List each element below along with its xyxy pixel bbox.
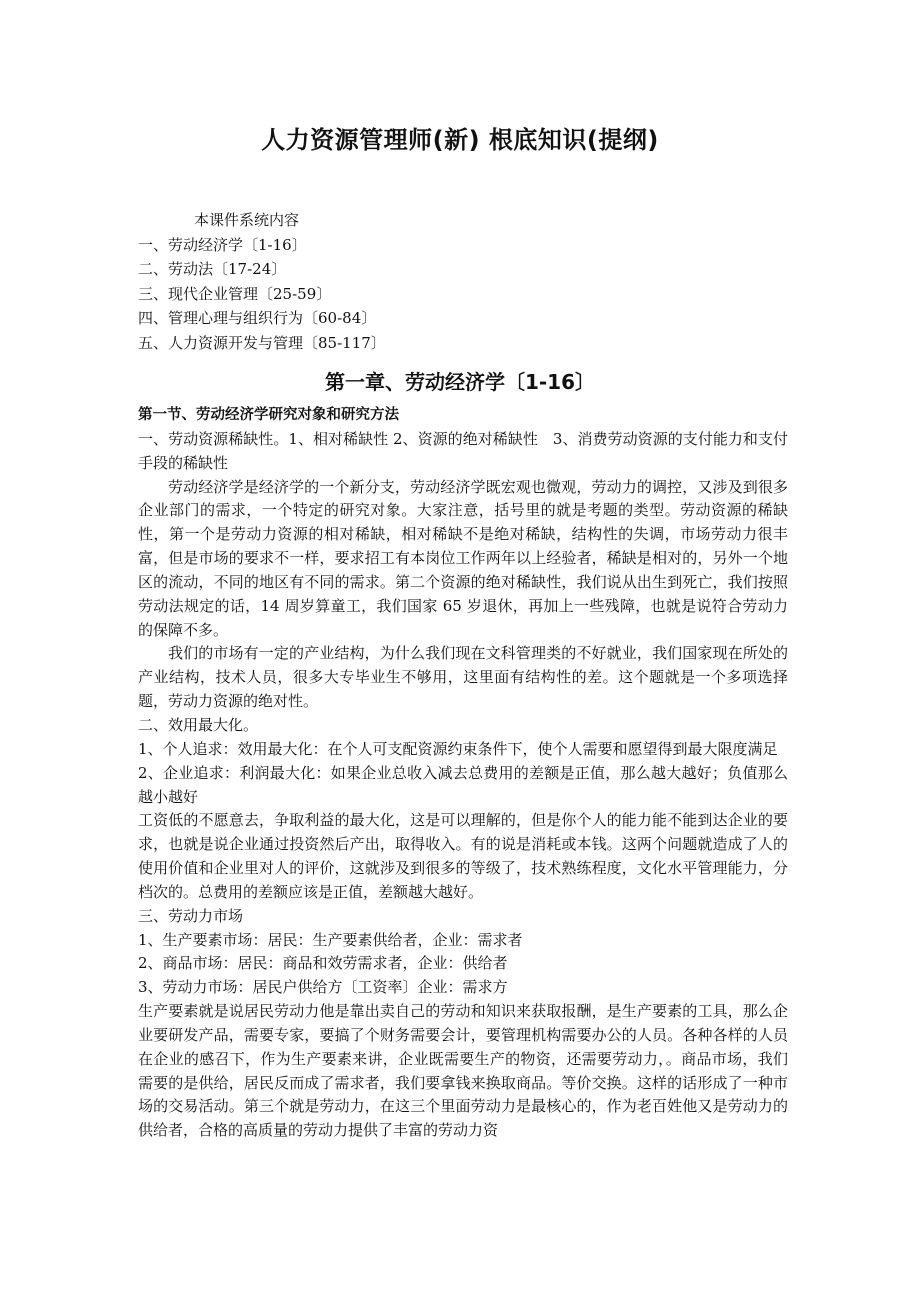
- list-item-commodity-market: 2、商品市场：居民：商品和效劳需求者，企业：供给者: [138, 954, 508, 973]
- contents-item-labor-law: 二、劳动法〔17-24〕: [138, 260, 287, 279]
- paragraph-individual-pursuit: 1、个人追求：效用最大化：在个人可支配资源约束条件下，使个人需要和愿望得到最大限度满足: [138, 739, 778, 758]
- chapter-title: 第一章、劳动经济学〔1-16〕: [324, 370, 596, 394]
- heading-utility-maximization: 二、效用最大化。: [138, 715, 259, 734]
- paragraph-wage-explanation: 工资低的不愿意去，争取利益的最大化，这是可以理解的，但是你个人的能力能不能到达企业的要求，也就是说企业通过投资然后产出，取得收入。有的说是消耗或本钱。这两个问题就造成了人的使用价值和企业里对人的评价，这就涉及到很多的等级了，技术熟练程度，文化水平管理能力，分档次的。总费用的差额应该是正值，差额越大越好。: [138, 811, 788, 901]
- list-item-labor-market: 3、劳动力市场：居民户供给方〔工资率〕企业：需求方: [138, 978, 508, 997]
- paragraph-industry-structure: 我们的市场有一定的产业结构，为什么我们现在文科管理类的不好就业，我们国家现在所处的产业结构，技术人员，很多大专毕业生不够用，这里面有结构性的差。这个题就是一个多项选择题，劳动力资源的绝对性。: [138, 644, 788, 711]
- paragraph-explanation-scarcity: 劳动经济学是经济学的一个新分支，劳动经济学既宏观也微观，劳动力的调控，又涉及到很多企业部门的需求，一个特定的研究对象。大家注意，括号里的就是考题的类型。劳动资源的稀缺性，第一个是劳动力资源的相对稀缺，相对稀缺不是绝对稀缺，结构性的失调，市场劳动力很丰富，但是市场的要求不一样，要求招工有本岗位工作两年以上经验者，稀缺是相对的，另外一个地区的流动，不同的地区有不同的需求。第二个资源的绝对稀缺性，我们说从出生到死亡，我们按照劳动法规定的话，14 周岁算童工，我们国家 65 岁退休，再加上一些残障，也就是说符合劳动力的保障不多。: [138, 477, 788, 639]
- contents-item-modern-enterprise-management: 三、现代企业管理〔25-59〕: [138, 284, 332, 303]
- contents-intro: 本课件系统内容: [194, 211, 300, 229]
- contents-item-hr-development: 五、人力资源开发与管理〔85-117〕: [138, 333, 386, 352]
- section-title: 第一节、劳动经济学研究对象和研究方法: [138, 407, 399, 423]
- heading-labor-market: 三、劳动力市场: [138, 906, 244, 925]
- chapter-body: [138, 404, 788, 1143]
- contents-item-management-psychology: 四、管理心理与组织行为〔60-84〕: [138, 309, 377, 328]
- document-title: 人力资源管理师(新) 根底知识(提纲): [261, 126, 659, 154]
- contents-item-labor-economics: 一、劳动经济学〔1-16〕: [138, 235, 307, 254]
- paragraph-market-explanation: 生产要素就是说居民劳动力他是靠出卖自己的劳动和知识来获取报酬，是生产要素的工具，那么企业要研发产品，需要专家，要搞了个财务需要会计，要管理机构需要办公的人员。各种各样的人员在企业的感召下，作为生产要素来讲，企业既需要生产的物资，还需要劳动力，。商品市场，我们需要的是供给，居民反而成了需求者，我们要拿钱来换取商品。等价交换。这样的话形成了一种市场的交易活动。第三个就是劳动力，在这三个里面劳动力是最核心的，作为老百姓他又是劳动力的供给者，合格的高质量的劳动力提供了丰富的劳动力资: [138, 1002, 788, 1140]
- course-contents: [138, 208, 788, 356]
- list-item-factor-market: 1、生产要素市场：居民：生产要素供给者，企业：需求者: [138, 930, 523, 949]
- paragraph-resource-scarcity: 一、劳动资源稀缺性。1、相对稀缺性 2、资源的绝对稀缺性 3、消费劳动资源的支付能力和支付手段的稀缺性: [138, 429, 788, 472]
- paragraph-enterprise-pursuit: 2、企业追求：利润最大化：如果企业总收入减去总费用的差额是正值，那么越大越好；负值那么越小越好: [138, 763, 788, 806]
